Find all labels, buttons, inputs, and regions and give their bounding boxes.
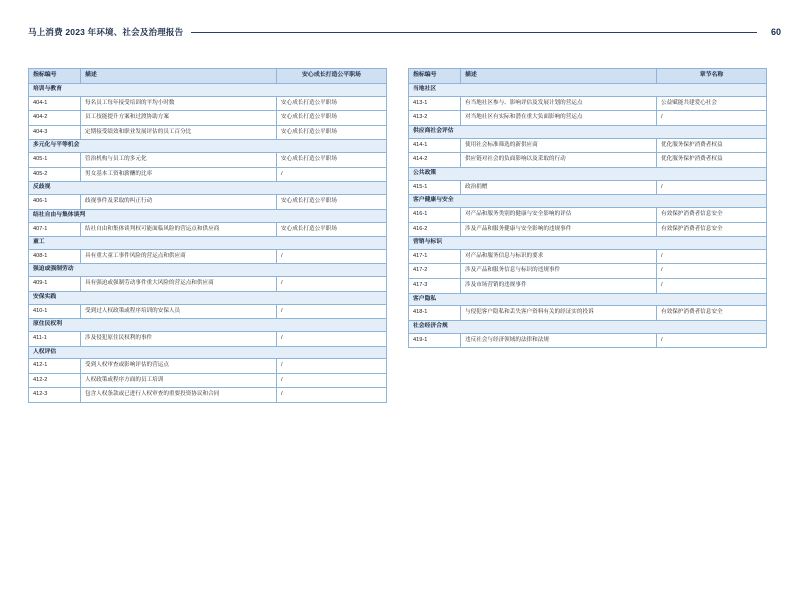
cell-description: 包含人权条款或已进行人权审查的重要投资协议和合同 bbox=[81, 388, 277, 403]
cell-chapter-reference: 优化服务保护消费者权益 bbox=[657, 138, 767, 153]
table-row bbox=[409, 96, 767, 111]
column-header-description: 描述 bbox=[81, 69, 277, 84]
cell-indicator-code: 407-1 bbox=[29, 222, 81, 237]
cell-indicator-code: 417-3 bbox=[409, 278, 461, 293]
cell-chapter-reference: 安心成长打造公平职场 bbox=[277, 222, 387, 237]
cell-indicator-code: 405-2 bbox=[29, 167, 81, 182]
section-label: 客户健康与安全 bbox=[409, 195, 767, 208]
table-section-row bbox=[29, 209, 387, 222]
section-label: 结社自由与集体谈判 bbox=[29, 209, 387, 222]
section-label: 客户隐私 bbox=[409, 293, 767, 306]
cell-indicator-code: 415-1 bbox=[409, 180, 461, 195]
table-section-row bbox=[29, 346, 387, 359]
column-header-chapter: 安心成长打造公平职场 bbox=[277, 69, 387, 84]
cell-description: 每名员工每年接受培训的平均小时数 bbox=[81, 96, 277, 111]
table-row bbox=[29, 153, 387, 168]
cell-chapter-reference: / bbox=[657, 333, 767, 348]
gri-index-table-right bbox=[408, 68, 767, 348]
right-column bbox=[408, 68, 766, 403]
cell-chapter-reference: / bbox=[277, 331, 387, 346]
section-label: 强迫或强制劳动 bbox=[29, 264, 387, 277]
table-row bbox=[409, 180, 767, 195]
table-row bbox=[29, 96, 387, 111]
cell-description: 使用社会标准筛选的新供应商 bbox=[461, 138, 657, 153]
table-columns-container bbox=[28, 68, 781, 403]
table-section-row bbox=[29, 319, 387, 332]
cell-indicator-code: 416-1 bbox=[409, 207, 461, 222]
table-section-row bbox=[29, 140, 387, 153]
table-section-row bbox=[409, 237, 767, 250]
cell-chapter-reference: / bbox=[277, 277, 387, 292]
table-row bbox=[409, 264, 767, 279]
cell-indicator-code: 408-1 bbox=[29, 249, 81, 264]
cell-description: 有当地社区参与、影响评估及发展计划的营运点 bbox=[461, 96, 657, 111]
section-label: 供应商社会评估 bbox=[409, 125, 767, 138]
cell-description: 涉及市场营销的违规事件 bbox=[461, 278, 657, 293]
cell-description: 管治机构与员工的多元化 bbox=[81, 153, 277, 168]
cell-description: 受到过人权政策或程序培训的安保人员 bbox=[81, 304, 277, 319]
section-label: 原住民权利 bbox=[29, 319, 387, 332]
section-label: 童工 bbox=[29, 237, 387, 250]
cell-chapter-reference: / bbox=[277, 167, 387, 182]
table-row bbox=[29, 249, 387, 264]
cell-indicator-code: 412-3 bbox=[29, 388, 81, 403]
cell-description: 歧视事件及采取的纠正行动 bbox=[81, 195, 277, 210]
cell-chapter-reference: / bbox=[657, 180, 767, 195]
table-header-row bbox=[409, 69, 767, 84]
table-section-row bbox=[409, 84, 767, 97]
table-row bbox=[29, 222, 387, 237]
cell-description: 结社自由和集体谈判权可能面临风险的营运点和供应商 bbox=[81, 222, 277, 237]
section-label: 公共政策 bbox=[409, 167, 767, 180]
table-row bbox=[29, 195, 387, 210]
section-label: 安保实践 bbox=[29, 291, 387, 304]
cell-indicator-code: 413-1 bbox=[409, 96, 461, 111]
cell-indicator-code: 409-1 bbox=[29, 277, 81, 292]
column-header-chapter: 章节名称 bbox=[657, 69, 767, 84]
cell-indicator-code: 414-2 bbox=[409, 153, 461, 168]
table-row bbox=[29, 359, 387, 374]
table-row bbox=[409, 249, 767, 264]
table-row bbox=[409, 278, 767, 293]
cell-chapter-reference: 安心成长打造公平职场 bbox=[277, 153, 387, 168]
section-label: 人权评估 bbox=[29, 346, 387, 359]
cell-indicator-code: 414-1 bbox=[409, 138, 461, 153]
cell-description: 具有强迫或强制劳动事件重大风险的营运点和供应商 bbox=[81, 277, 277, 292]
cell-indicator-code: 412-2 bbox=[29, 373, 81, 388]
table-section-row bbox=[409, 195, 767, 208]
cell-indicator-code: 413-2 bbox=[409, 111, 461, 126]
table-section-row bbox=[29, 84, 387, 97]
cell-description: 政治捐赠 bbox=[461, 180, 657, 195]
table-row bbox=[409, 207, 767, 222]
table-section-row bbox=[29, 291, 387, 304]
cell-indicator-code: 412-1 bbox=[29, 359, 81, 374]
cell-indicator-code: 418-1 bbox=[409, 306, 461, 321]
table-section-row bbox=[409, 125, 767, 138]
cell-indicator-code: 416-2 bbox=[409, 222, 461, 237]
cell-chapter-reference: / bbox=[657, 264, 767, 279]
table-section-row bbox=[29, 182, 387, 195]
cell-chapter-reference: 有效保护消费者信息安全 bbox=[657, 207, 767, 222]
cell-description: 具有重大童工事件风险的营运点和供应商 bbox=[81, 249, 277, 264]
cell-chapter-reference: / bbox=[657, 249, 767, 264]
column-header-code: 指标编号 bbox=[29, 69, 81, 84]
cell-description: 男女基本工资和薪酬的比率 bbox=[81, 167, 277, 182]
cell-indicator-code: 417-1 bbox=[409, 249, 461, 264]
table-row bbox=[29, 167, 387, 182]
cell-chapter-reference: / bbox=[277, 373, 387, 388]
table-row bbox=[29, 388, 387, 403]
section-label: 培训与教育 bbox=[29, 84, 387, 97]
table-body-left bbox=[29, 84, 387, 403]
table-row bbox=[29, 277, 387, 292]
cell-description: 对当地社区有实际和潜在重大负面影响的营运点 bbox=[461, 111, 657, 126]
page-header bbox=[28, 22, 781, 42]
cell-description: 供应链对社会的负面影响以及采取的行动 bbox=[461, 153, 657, 168]
table-row bbox=[29, 125, 387, 140]
table-row bbox=[409, 306, 767, 321]
cell-description: 涉及侵犯原住民权利的事件 bbox=[81, 331, 277, 346]
cell-description: 员工技能提升方案和过渡协助方案 bbox=[81, 111, 277, 126]
table-section-row bbox=[409, 320, 767, 333]
cell-chapter-reference: / bbox=[277, 359, 387, 374]
section-label: 营销与标识 bbox=[409, 237, 767, 250]
cell-chapter-reference: / bbox=[657, 111, 767, 126]
cell-indicator-code: 405-1 bbox=[29, 153, 81, 168]
page-number: 60 bbox=[770, 27, 781, 37]
gri-index-table-left bbox=[28, 68, 387, 403]
cell-chapter-reference: 优化服务保护消费者权益 bbox=[657, 153, 767, 168]
cell-indicator-code: 410-1 bbox=[29, 304, 81, 319]
table-row bbox=[409, 153, 767, 168]
cell-chapter-reference: 有效保护消费者信息安全 bbox=[657, 306, 767, 321]
cell-chapter-reference: 公益赋能共建爱心社会 bbox=[657, 96, 767, 111]
cell-indicator-code: 419-1 bbox=[409, 333, 461, 348]
table-section-row bbox=[29, 237, 387, 250]
table-row bbox=[29, 331, 387, 346]
cell-description: 定期接受绩效和职业发展评估的员工百分比 bbox=[81, 125, 277, 140]
cell-chapter-reference: / bbox=[657, 278, 767, 293]
table-row bbox=[29, 111, 387, 126]
cell-chapter-reference: 安心成长打造公平职场 bbox=[277, 125, 387, 140]
header-divider bbox=[191, 32, 757, 33]
section-label: 当地社区 bbox=[409, 84, 767, 97]
table-section-row bbox=[409, 293, 767, 306]
cell-description: 涉及产品和服务健康与安全影响的违规事件 bbox=[461, 222, 657, 237]
cell-chapter-reference: 安心成长打造公平职场 bbox=[277, 111, 387, 126]
cell-chapter-reference: / bbox=[277, 249, 387, 264]
cell-description: 与侵犯客户隐私和丢失客户资料有关的经证实的投诉 bbox=[461, 306, 657, 321]
cell-description: 对产品和服务类别的健康与安全影响的评估 bbox=[461, 207, 657, 222]
cell-indicator-code: 404-1 bbox=[29, 96, 81, 111]
cell-indicator-code: 404-3 bbox=[29, 125, 81, 140]
section-label: 反歧视 bbox=[29, 182, 387, 195]
cell-indicator-code: 404-2 bbox=[29, 111, 81, 126]
section-label: 社会经济合规 bbox=[409, 320, 767, 333]
table-body-right bbox=[409, 84, 767, 348]
cell-chapter-reference: 安心成长打造公平职场 bbox=[277, 96, 387, 111]
column-header-code: 指标编号 bbox=[409, 69, 461, 84]
cell-chapter-reference: / bbox=[277, 388, 387, 403]
left-column bbox=[28, 68, 386, 403]
cell-indicator-code: 406-1 bbox=[29, 195, 81, 210]
table-row bbox=[409, 222, 767, 237]
section-label: 多元化与平等机会 bbox=[29, 140, 387, 153]
table-row bbox=[29, 304, 387, 319]
table-row bbox=[29, 373, 387, 388]
table-section-row bbox=[29, 264, 387, 277]
cell-indicator-code: 417-2 bbox=[409, 264, 461, 279]
cell-indicator-code: 411-1 bbox=[29, 331, 81, 346]
cell-description: 人权政策或程序方面的员工培训 bbox=[81, 373, 277, 388]
cell-chapter-reference: / bbox=[277, 304, 387, 319]
cell-description: 受到人权审查或影响评估的营运点 bbox=[81, 359, 277, 374]
cell-description: 违反社会与经济领域的法律和法规 bbox=[461, 333, 657, 348]
cell-chapter-reference: 安心成长打造公平职场 bbox=[277, 195, 387, 210]
cell-description: 对产品和服务信息与标识的要求 bbox=[461, 249, 657, 264]
report-title: 马上消费 2023 年环境、社会及治理报告 bbox=[28, 27, 184, 37]
cell-description: 涉及产品和服务信息与标识的违规事件 bbox=[461, 264, 657, 279]
table-row bbox=[409, 138, 767, 153]
table-header-row bbox=[29, 69, 387, 84]
table-row bbox=[409, 111, 767, 126]
cell-chapter-reference: 有效保护消费者信息安全 bbox=[657, 222, 767, 237]
table-section-row bbox=[409, 167, 767, 180]
table-row bbox=[409, 333, 767, 348]
column-header-description: 描述 bbox=[461, 69, 657, 84]
